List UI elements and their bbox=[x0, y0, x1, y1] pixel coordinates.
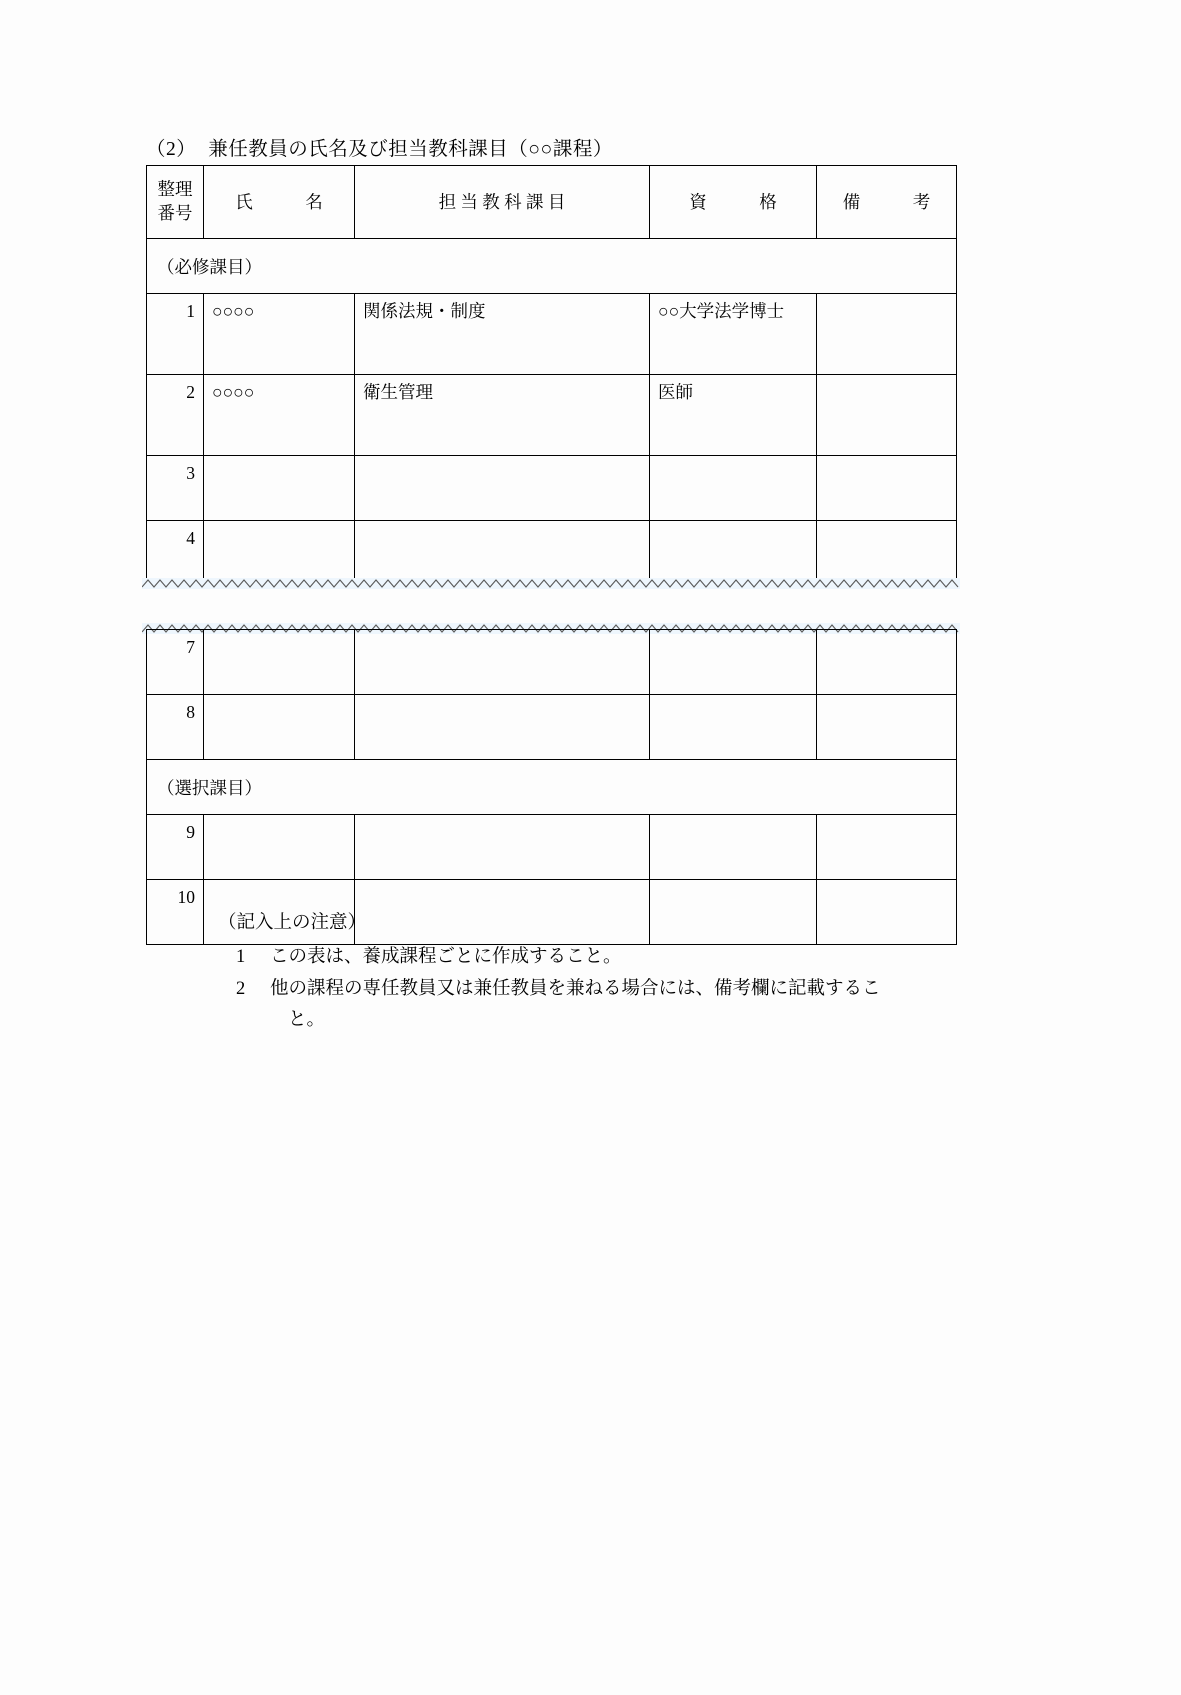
row-remarks[interactable] bbox=[817, 521, 957, 586]
instruction-item-1 bbox=[218, 942, 1048, 974]
row-qualification[interactable] bbox=[650, 456, 817, 521]
header-cell-remarks bbox=[817, 166, 957, 239]
table-row[interactable] bbox=[147, 521, 957, 586]
row-name[interactable] bbox=[204, 630, 355, 695]
table-row[interactable] bbox=[147, 456, 957, 521]
row-serial-number: 10 bbox=[147, 880, 204, 945]
row-name[interactable] bbox=[204, 456, 355, 521]
row-subject[interactable]: 衛生管理 bbox=[355, 375, 650, 456]
form-title-text: 兼任教員の氏名及び担当教科課目（○○課程） bbox=[208, 139, 613, 160]
row-subject[interactable] bbox=[355, 456, 650, 521]
header-serial-line1: 整理 bbox=[157, 179, 193, 200]
header-cell-subject bbox=[355, 166, 650, 239]
table-row[interactable] bbox=[147, 695, 957, 760]
row-qualification[interactable] bbox=[650, 630, 817, 695]
row-subject[interactable] bbox=[355, 521, 650, 586]
section-header-elective bbox=[147, 760, 957, 815]
table-header-row bbox=[147, 166, 957, 239]
header-serial-line2: 番号 bbox=[157, 203, 193, 223]
row-remarks[interactable] bbox=[817, 375, 957, 456]
header-subject-label: 担 当 教 科 課 目 bbox=[438, 191, 566, 212]
instruction-marker-1: 1 bbox=[236, 946, 246, 967]
row-name[interactable]: ○○○○ bbox=[204, 375, 355, 456]
row-serial-number: 7 bbox=[147, 630, 204, 695]
row-remarks[interactable] bbox=[817, 630, 957, 695]
row-qualification[interactable] bbox=[650, 695, 817, 760]
row-qualification[interactable]: ○○大学法学博士 bbox=[650, 294, 817, 375]
row-qualification[interactable] bbox=[650, 815, 817, 880]
table-row[interactable] bbox=[147, 294, 957, 375]
instructions-heading: （記入上の注意） bbox=[218, 913, 367, 933]
row-name[interactable]: ○○○○ bbox=[204, 294, 355, 375]
row-subject[interactable] bbox=[355, 695, 650, 760]
section-label-required-cell bbox=[147, 239, 957, 294]
header-cell-qualification bbox=[650, 166, 817, 239]
row-serial-number: 9 bbox=[147, 815, 204, 880]
teacher-table-part-1 bbox=[146, 165, 956, 586]
row-qualification[interactable]: 医師 bbox=[650, 375, 817, 456]
row-serial-number: 2 bbox=[147, 375, 204, 456]
page-break-zigzag-top bbox=[142, 578, 960, 589]
instruction-text-2-continuation: と。 bbox=[288, 1010, 326, 1031]
section-header-required bbox=[147, 239, 957, 294]
header-name-label: 氏 名 bbox=[235, 191, 323, 212]
row-subject[interactable]: 関係法規・制度 bbox=[355, 294, 650, 375]
row-name[interactable] bbox=[204, 521, 355, 586]
header-qualification-label: 資 格 bbox=[689, 191, 777, 212]
header-remarks-label: 備 考 bbox=[842, 191, 931, 212]
header-cell-serial-number bbox=[147, 166, 204, 239]
row-serial-number: 1 bbox=[147, 294, 204, 375]
section-label-elective-cell bbox=[147, 760, 957, 815]
row-remarks[interactable] bbox=[817, 815, 957, 880]
row-qualification[interactable] bbox=[650, 521, 817, 586]
row-serial-number: 3 bbox=[147, 456, 204, 521]
row-serial-number: 4 bbox=[147, 521, 204, 586]
row-remarks[interactable] bbox=[817, 294, 957, 375]
instructions-block bbox=[218, 908, 1048, 1037]
row-subject[interactable] bbox=[355, 630, 650, 695]
instruction-marker-2: 2 bbox=[236, 978, 246, 999]
instruction-text-2: 他の課程の専任教員又は兼任教員を兼ねる場合には、備考欄に記載するこ bbox=[270, 978, 881, 999]
instruction-item-2 bbox=[218, 974, 1048, 1038]
row-name[interactable] bbox=[204, 815, 355, 880]
row-subject[interactable] bbox=[355, 815, 650, 880]
row-remarks[interactable] bbox=[817, 456, 957, 521]
header-cell-name bbox=[204, 166, 355, 239]
section-label-elective: （選択課目） bbox=[157, 777, 262, 798]
table-row[interactable] bbox=[147, 815, 957, 880]
form-title-number: （2） bbox=[146, 139, 197, 160]
page-break-indicator bbox=[142, 578, 960, 634]
row-name[interactable] bbox=[204, 695, 355, 760]
table-row[interactable] bbox=[147, 375, 957, 456]
form-title bbox=[146, 133, 613, 161]
section-label-required: （必修課目） bbox=[157, 256, 262, 277]
row-remarks[interactable] bbox=[817, 695, 957, 760]
instruction-text-1: この表は、養成課程ごとに作成すること。 bbox=[270, 946, 622, 967]
table-row[interactable] bbox=[147, 630, 957, 695]
teacher-table-part-2 bbox=[146, 629, 956, 945]
row-serial-number: 8 bbox=[147, 695, 204, 760]
